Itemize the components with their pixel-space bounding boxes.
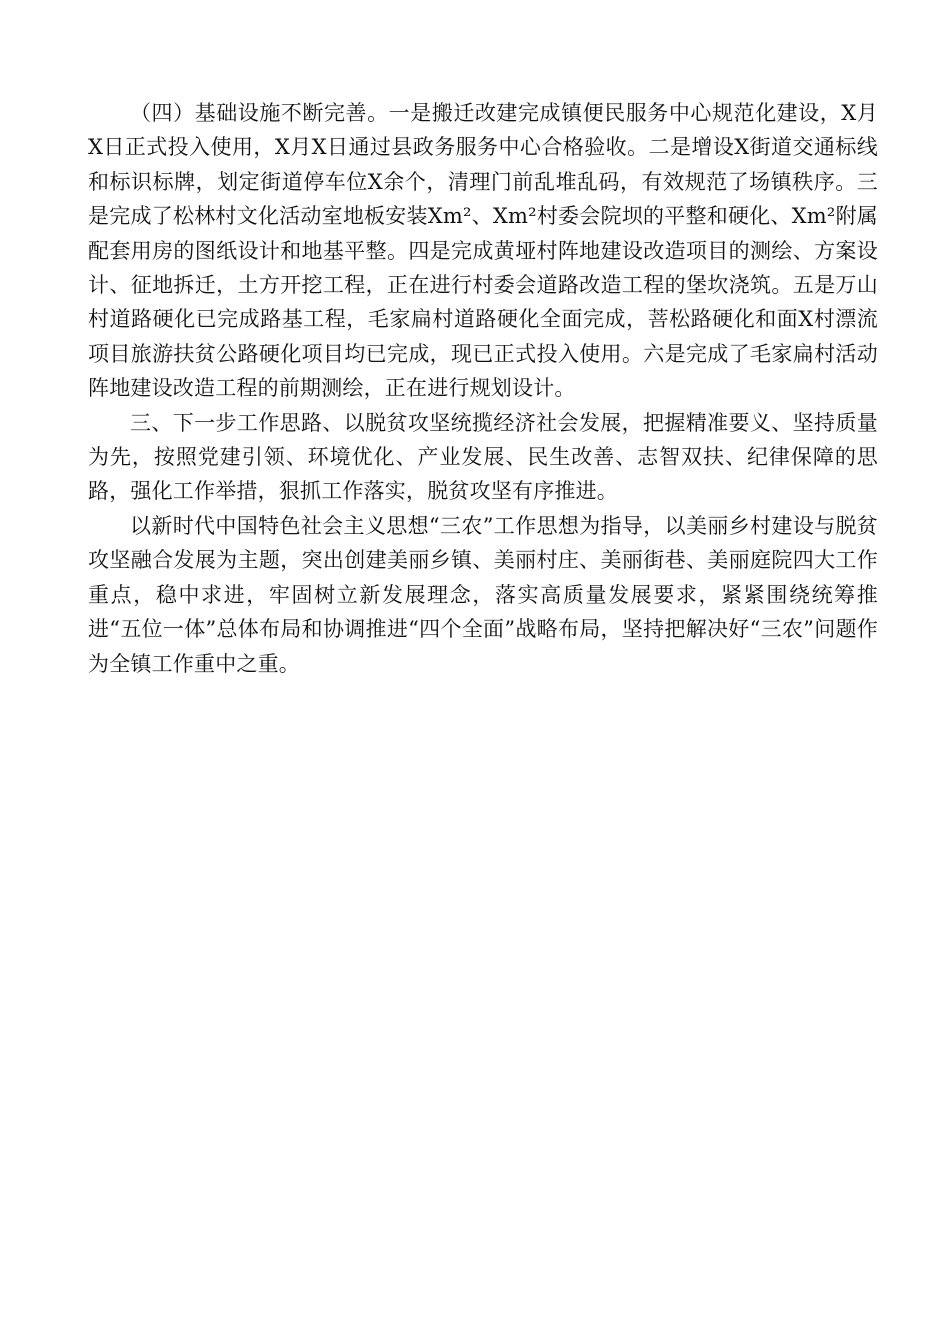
paragraph-next-steps: 三、下一步工作思路、以脱贫攻坚统揽经济社会发展，把握精准要义、坚持质量为先，按照党建引领、环境优化、产业发展、民生改善、志智双扶、纪律保障的思路，强化工作举措，狠抓工作落实，脱贫攻坚有序推进。: [88, 410, 878, 504]
paragraph-infrastructure: （四）基础设施不断完善。一是搬迁改建完成镇便民服务中心规范化建设，X月X日正式投入使用，X月X日通过县政务服务中心合格验收。二是增设X街道交通标线和标识标牌，划定街道停车位X余个，清理门前乱堆乱码，有效规范了场镇秩序。三是完成了松林村文化活动室地板安装Xm²、Xm²村委会院坝的平整和硬化、Xm²附属配套用房的图纸设计和地基平整。四是完成黄垭村阵地建设改造项目的测绘、方案设计、征地拆迁，土方开挖工程，正在进行村委会道路改造工程的堡坎浇筑。五是万山村道路硬化已完成路基工程，毛家扁村道路硬化全面完成，菩松路硬化和面X村漂流项目旅游扶贫公路硬化项目均已完成，现已正式投入使用。六是完成了毛家扁村活动阵地建设改造工程的前期测绘，正在进行规划设计。: [88, 101, 878, 401]
paragraph-guiding-thought: 以新时代中国特色社会主义思想“三农”工作思想为指导，以美丽乡村建设与脱贫攻坚融合发展为主题，突出创建美丽乡镇、美丽村庄、美丽街巷、美丽庭院四大工作重点，稳中求进，牢固树立新发展理念，落实高质量发展要求，紧紧围绕统筹推进“五位一体”总体布局和协调推进“四个全面”战略布局，坚持把解决好“三农”问题作为全镇工作重中之重。: [88, 513, 878, 676]
document-body: [88, 96, 878, 681]
